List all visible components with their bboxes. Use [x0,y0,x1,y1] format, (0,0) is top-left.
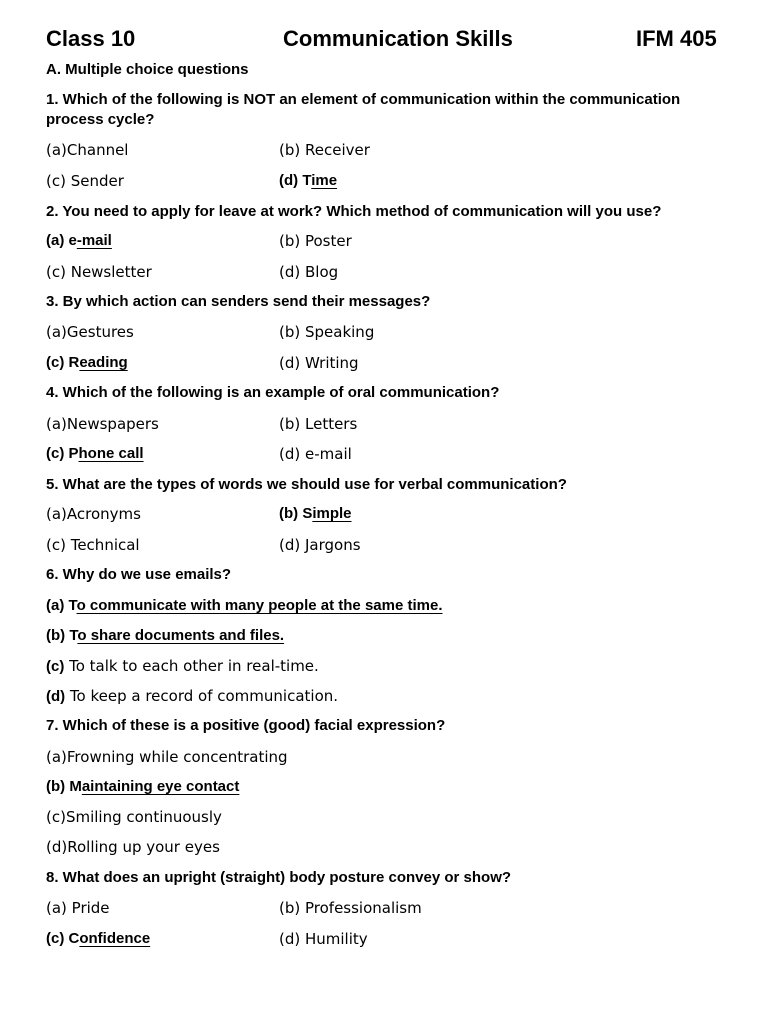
question-1-continued: process cycle? [46,111,155,128]
q8-option-d: (d) Humility [279,930,368,948]
question-7: 7. Which of these is a positive (good) facial expression? [46,717,446,734]
answer-prefix: (b) T [46,627,78,644]
q5-option-a: (a)Acronyms [46,505,141,523]
q7-option-b-answer [46,777,239,797]
answer-underlined: hone call [78,445,144,462]
q6-option-c [46,656,319,677]
answer-underlined: -mail [76,232,112,249]
question-5: 5. What are the types of words we should use for verbal communication? [46,476,567,493]
q3-option-b: (b) Speaking [279,323,375,341]
q7-option-d: (d)Rolling up your eyes [46,838,220,856]
q1-option-d-answer [279,171,337,191]
question-6: 6. Why do we use emails? [46,566,232,583]
q3-option-d: (d) Writing [279,354,359,372]
answer-prefix: (a) T [46,597,77,614]
q6-option-d [46,686,338,707]
q4-option-b: (b) Letters [279,415,358,433]
q2-option-a-answer [46,231,112,251]
question-1: 1. Which of the following is NOT an element of communication within the communication [46,91,681,108]
q2-option-d: (d) Blog [279,263,339,281]
q2-option-b: (b) Poster [279,232,352,250]
q7-option-c: (c)Smiling continuously [46,808,222,826]
answer-underlined: aintaining eye contact [81,778,240,795]
q8-option-b: (b) Professionalism [279,899,422,917]
q3-option-a: (a)Gestures [46,323,134,341]
answer-underlined: o share documents and files. [77,627,285,644]
q3-option-c-answer [46,353,128,373]
answer-underlined: o communicate with many people at the same time. [76,597,443,614]
section-title: A. Multiple choice questions [46,61,249,78]
q1-option-b: (b) Receiver [279,141,370,159]
answer-prefix: (b) M [46,778,82,795]
option-label: (d) [46,688,66,705]
header-code: IFM 405 [636,26,717,51]
answer-prefix: (c) P [46,445,79,462]
answer-underlined: eading [79,354,128,371]
q5-option-c: (c) Technical [46,536,140,554]
answer-underlined: imple [312,505,352,522]
q6-option-b-answer [46,626,284,646]
q5-option-d: (d) Jargons [279,536,361,554]
q8-option-c-answer [46,929,150,949]
answer-underlined: onfidence [79,930,151,947]
q4-option-d: (d) e-mail [279,445,352,463]
answer-underlined: ime [311,172,338,189]
q8-option-a: (a) Pride [46,899,110,917]
answer-prefix: (c) C [46,930,80,947]
answer-prefix: (b) S [279,505,313,522]
option-text: To keep a record of communication. [65,687,339,705]
header-subject: Communication Skills [283,26,513,51]
answer-prefix: (a) e [46,232,77,249]
q2-option-c: (c) Newsletter [46,263,152,281]
q4-option-a: (a)Newspapers [46,415,159,433]
header-class: Class 10 [46,26,136,51]
option-label: (c) [46,658,65,675]
q1-option-c: (c) Sender [46,172,124,190]
question-8: 8. What does an upright (straight) body posture convey or show? [46,869,512,886]
answer-prefix: (d) T [279,172,312,189]
q5-option-b-answer [279,504,352,524]
question-4: 4. Which of the following is an example of oral communication? [46,384,500,401]
q1-option-a: (a)Channel [46,141,129,159]
q7-option-a: (a)Frowning while concentrating [46,748,288,766]
question-3: 3. By which action can senders send their messages? [46,293,431,310]
answer-prefix: (c) R [46,354,80,371]
q6-option-a-answer [46,596,443,616]
question-2: 2. You need to apply for leave at work? Which method of communication will you use? [46,203,662,220]
q4-option-c-answer [46,444,144,464]
option-text: To talk to each other in real-time. [64,657,319,675]
